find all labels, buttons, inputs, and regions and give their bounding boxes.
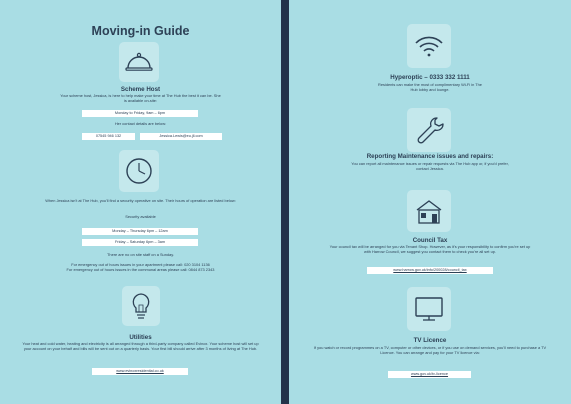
page-title: Moving-in Guide [91,24,190,38]
host-hours-box: Monday to Friday, 9am – 6pm [82,110,198,117]
council-tax-description: Your council tax will be arranged for you via Tenant Shop. However, as it's your responsibility to confirm you're set up with Harrow Council, we suggest you contact them to check you're all set up. [329,244,531,254]
scheme-host-heading: Scheme Host [120,86,161,93]
security-available-label: Security available [125,214,156,219]
utilities-description: Your heat and cold water, heating and electricity is all arranged through a third-party company called Evinox. Your scheme host will set up your account on your behalf and bills will be sent out on a quarterly basis. Your first bill should arrive after 3 months of living at The Hub. [22,341,259,351]
contact-intro: Her contact details are below: [114,121,167,126]
security-hours-weekend: Friday – Saturday 6pm – 3am [82,239,198,246]
scheme-host-description: Your scheme host, Jessica, is here to help make your time at The Hub the best it can be. She is available on-site: [60,93,221,103]
tv-icon [407,287,451,331]
maintenance-description: You can report all maintenance issues or repair requests via The Hub app or, if you'd prefer, contact Jessica. [351,161,509,171]
security-hours-weekday: Monday – Thursday 6pm – 12am [82,228,198,235]
emergency-apartment: For emergency out of hours issues in your apartment please call: 020 3104 1136 [71,262,210,267]
wifi-icon [407,24,451,68]
tv-licence-description: If you watch or record programmes on a TV, computer or other devices, or if you use on demand services, you'll need to purchase a TV Licence. You can arrange and pay for your TV licence via: [313,345,547,355]
maintenance-heading: Reporting Maintenance issues and repairs: [366,153,494,160]
tv-licence-heading: TV Licence [413,337,447,344]
wrench-icon [407,108,451,152]
council-tax-link[interactable]: www.harrow.gov.uk/info/200028/council_tax [367,267,493,274]
tv-licence-link[interactable]: www.gov.uk/tv-licence [388,371,471,378]
council-tax-heading: Council Tax [412,237,448,244]
wifi-description: Residents can make the most of complimentary Wi-Fi in The Hub lobby and lounge. [378,82,482,92]
host-email-box[interactable]: Jessica.Lewis@eu.jll.com [140,133,222,140]
clock-icon [119,150,159,192]
cloche-icon [119,42,159,82]
left-page [0,0,281,404]
emergency-communal: For emergency out of hours issues in the communal areas please call: 0844 873 2343 [66,267,215,272]
house-icon [407,190,451,232]
sunday-note: There are no on site staff on a Sunday. [107,252,174,257]
lightbulb-icon [122,286,160,326]
host-phone-box[interactable]: 07545 946 132 [82,133,135,140]
utilities-heading: Utilities [129,334,152,341]
wifi-heading: Hyperoptic – 0333 332 1111 [390,74,470,81]
evinox-link[interactable]: www.evinoxresidential.co.uk [92,368,188,375]
security-description: When Jessica isn't at The Hub, you'll find a security operative on site. Their hours of operation are listed below: [45,198,236,203]
right-page [289,0,571,404]
